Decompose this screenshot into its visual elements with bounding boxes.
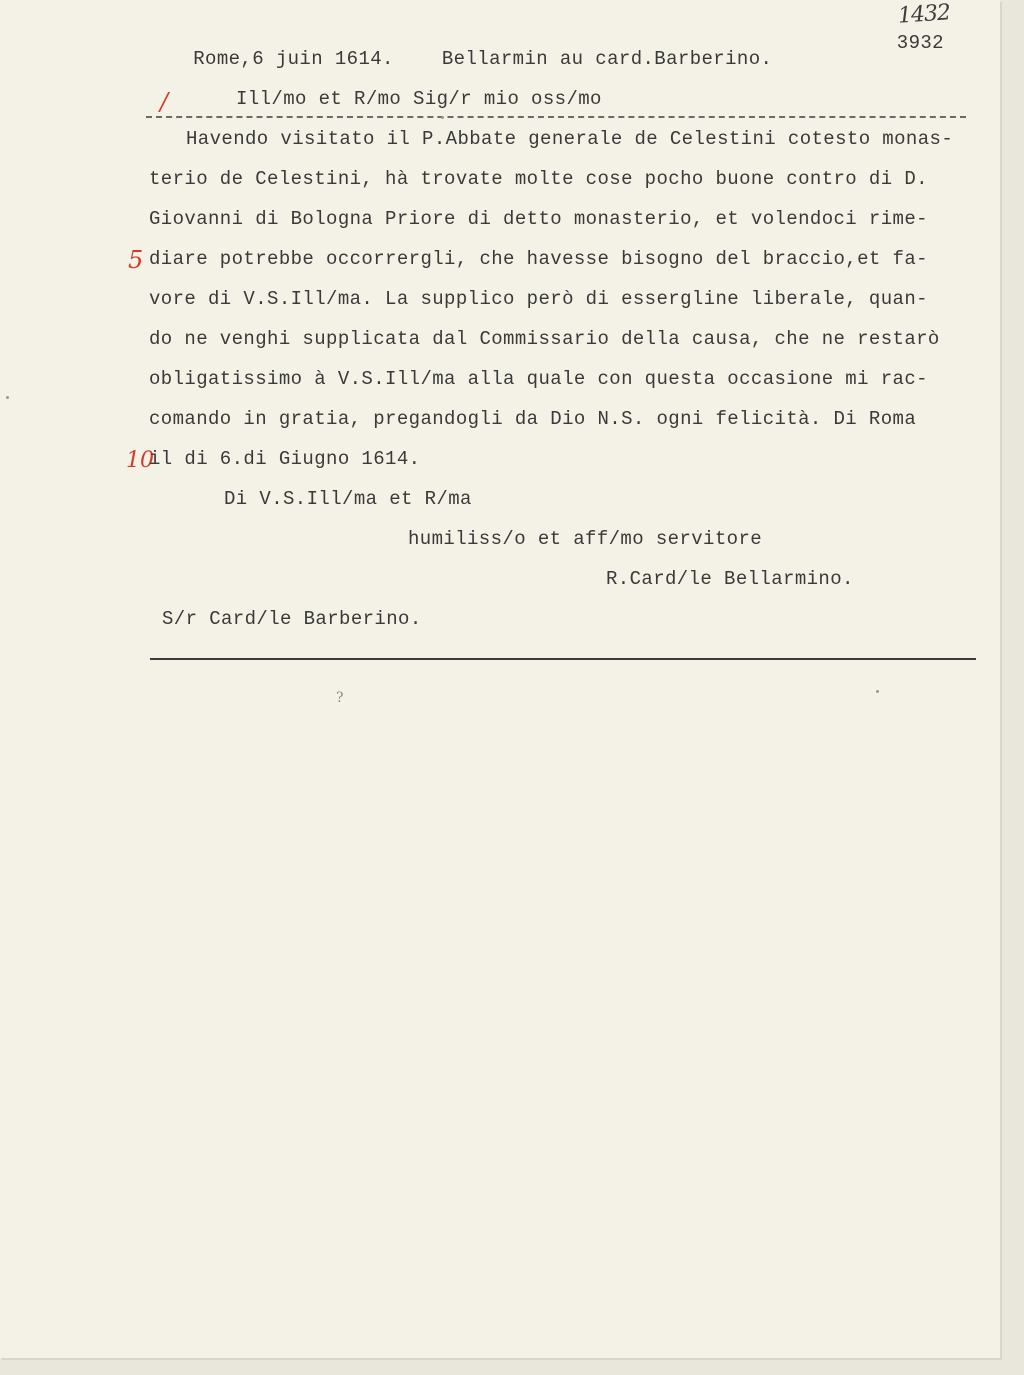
margin-mark-line-5: 5 [128, 246, 144, 274]
body-line-6: do ne venghi supplicata dal Commissario della causa, che ne restarò [149, 328, 940, 350]
body-line-1: Havendo visitato il P.Abbate generale de Celestini cotesto monas- [186, 128, 954, 150]
header-place-date: Rome,6 juin 1614. [193, 48, 394, 70]
closing-line-2: humiliss/o et aff/mo servitore [408, 528, 763, 550]
speck [876, 690, 879, 693]
body-line-4: diare potrebbe occorrergli, che havesse bisogno del braccio,et fa- [149, 248, 928, 270]
pencil-question-mark: ? [336, 690, 344, 706]
header-correspondents: Bellarmin au card.Barberino. [441, 48, 773, 70]
body-line-7: obligatissimo à V.S.Ill/ma alla quale con questa occasione mi rac- [149, 368, 928, 390]
body-line-5: vore di V.S.Ill/ma. La supplico però di essergline liberale, quan- [149, 288, 928, 310]
header-reference-number: 3932 [896, 32, 944, 54]
margin-mark-line-1: / [160, 88, 169, 116]
salutation: Ill/mo et R/mo Sig/r mio oss/mo [236, 88, 602, 110]
margin-mark-line-10: 10 [126, 448, 154, 473]
signature: R.Card/le Bellarmino. [606, 568, 854, 590]
body-line-2: terio de Celestini, hà trovate molte cose pocho buone contro di D. [149, 168, 928, 190]
handwritten-stamp-number: 1432 [897, 0, 951, 29]
closing-rule [150, 658, 976, 660]
closing-line-1: Di V.S.Ill/ma et R/ma [224, 488, 472, 510]
addressee: S/r Card/le Barberino. [162, 608, 422, 630]
speck [441, 116, 444, 119]
body-line-8: comando in gratia, pregandogli da Dio N.S. ogni felicità. Di Roma [149, 408, 917, 430]
body-line-9: il di 6.di Giugno 1614. [149, 448, 421, 470]
body-line-3: Giovanni di Bologna Priore di detto monasterio, et volendoci rime- [149, 208, 928, 230]
speck [6, 396, 9, 399]
